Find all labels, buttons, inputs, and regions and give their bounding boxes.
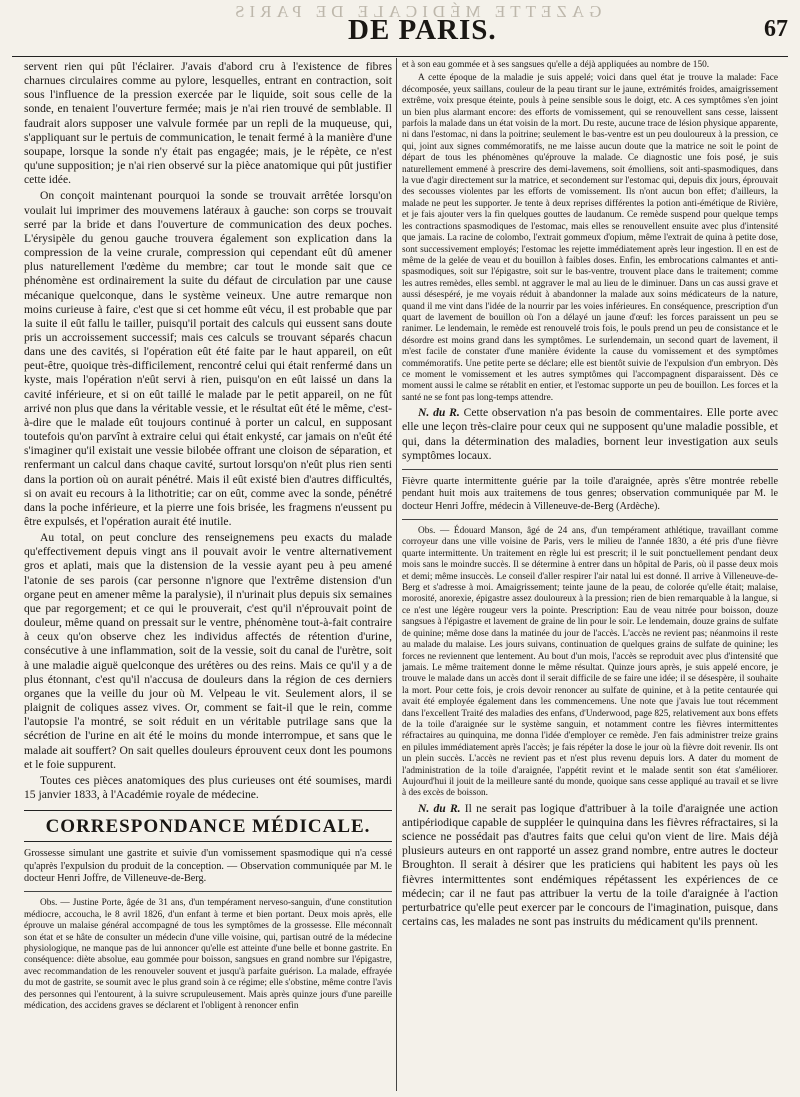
article-subtitle-2: Fièvre quarte intermittente guérie par la toile d'araignée, après s'être montrée rebelle pendant huit mois aux traitemens de tous genres; observation communiquée par M. le docteur Henri Joffre, médecin à Villeneuve-de-Berg (Ardèche). (402, 475, 778, 512)
paragraph-total: Au total, on peut conclure des renseignemens peu exacts du malade qu'effectivement depuis vingt ans il pouvait avoir le ventre alternativement gros et aplati, mais que la distension de la vessie ayant peu à peu amené l'atonie de ses parois (car personne n'ignore que l'extrême distension d'un organe peut en amener même la paralysie), il n'urinait plus depuis six semaines que par regorgement; et ce qui le prouverait, c'est qu'il n'éprouvait point de douleur, même quand on pressait sur le ventre, phénomène tout-à-fait contraire à ceux qu'on observe chez les individus affectés de rétention d'urine, consécutive à une inflammation, soit de la vessie, soit du canal de l'urètre, soit à une maladie aiguë quelconque des urétères ou des reins. Mais ce qu'il y a de plus étonnant, c'est qu'il n'accusa de douleurs dans la région de ces derniers organes que la veille du jour où M. Velpeau le vit. Seulement alors, il se plaignit de coliques assez vives. Or, comment se fait-il que le rein, comme l'autopsie l'a montré, se soit réduit en un véritable putrilage sans que la sécrétion de l'urine en ait été le moins du monde interrompue, et sans que le malade ait souffert? On sait quelles douleurs éprouvent ceux dont les poumons et le foie suppurent. (24, 531, 392, 771)
observation-body: A cette époque de la maladie je suis appelé; voici dans quel état je trouve la malade: Face décomposée, yeux saillans, couleur de la peau tirant sur le jaune, extrémités froides, amaigrissement extrême, voix presque éteinte, pouls à peine sensible sous le doigt, etc. A ces symptômes s'en joint un bien plus alarmant encore: des efforts de vomissement, qui se renouvellent sans cesse, laissent parfois la malade dans un état voisin de la mort. Du reste, aucune trace de lésion physique apparente, ni dans l'estomac, ni dans la poitrine; seulement le bas-ventre est un peu douloureux à la pression, ce qui, joint aux signes commémoratifs, ne me laisse aucun doute que la matrice ne soit le point de départ de tous les phénomènes qu'éprouve la malade. Ce diagnostic une fois posé, je suis naturellement emmené à prescrire des demi-lavemens, soit émolliens, soit anti-spasmodiques, dans la vue d'agir directement sur la matrice, et secondement sur l'estomac qui, depuis dix jours, éprouvait des secousses violentes par les efforts de vomissement. Ils n'ont aucun bon effet; d'ailleurs, la malade ne peut les supporter. Je tente à deux reprises différentes la potion anti-émétique de Rivière, et je fais ajouter vers la fin quelques gouttes de laudanum. Ce remède suspend pour quelque temps les contractions spasmodiques de l'estomac, mais elles se renouvellent ensuite avec plus d'intensité que jamais. La racine de colombo, l'extrait gommeux d'opium, même l'extrait de quina à petite dose, sont successivement employés; l'estomac les rejette immédiatement après leur ingestion. Il en est de même de la gelée de veau et du bouillon à faibles doses. Enfin, les embrocations calmantes et anti-spasmodiques, soit sur l'épigastre, soit sur le bas-ventre, trouvent place dans le traitement; comme les autres remèdes, elles sembl. nt aggraver le mal au lieu de le diminuer. Dans un cas aussi grave et aussi désespéré, je me voyais réduit à abandonner la malade aux soins médicateurs de la nature, quand il me vint dans l'idée de la nourrir par les voies inférieures. En conséquence, prescription d'un quart de lavement de bouillon où l'on a délayé un jaune d'œuf: les forces paraissent un peu se ranimer. Le lendemain, le remède est renouvelé trois fois, le pouls prend un peu de consistance et le désordre est moins grand dans les symptômes. Le surlendemain, un second quart de lavement, il m'est facile de constater d'une manière évidente la cause du vomissement et des symptômes commémoratifs. Une petite perte se déclare; elle est bientôt suivie de l'expulsion d'un embryon. Dès ce moment le vomissement et les autres symptômes qui l'accompagnent disparaissent. Dès ce moment aussi le calme se rétablit en entier, et l'estomac supporte un peu de bouillon. Les forces et la santé ne se font pas long-temps attendre. (402, 73, 778, 403)
editor-note-1-text: Cette observation n'a pas besoin de commentaires. Elle porte avec elle une leçon très-claire pour ceux qui ne supposent qu'une maladie possible, et qui, dans la détermination des maladies, bornent leur investigation aux seuls symptômes locaux. (402, 406, 778, 462)
left-column (24, 60, 392, 1091)
editor-note-2-lead: N. du R. (418, 801, 461, 815)
observation-continued: et à son eau gommée et à ses sangsues qu'elle a déjà appliquées au nombre de 150. (402, 60, 710, 70)
page-header (0, 0, 800, 52)
paragraph-academie: Toutes ces pièces anatomiques des plus curieuses ont été soumises, mardi 15 janvier 1833, à l'Académie royale de médecine. (24, 773, 392, 801)
subtitle-rule-2 (402, 519, 778, 520)
page-number: 67 (764, 16, 788, 42)
paragraph-continued: servent rien qui pût l'éclairer. J'avais d'abord cru à l'existence de fibres charnues circulaires comme au pylore, lesquelles, entrant en contraction, soit sous l'influence de la pression exercée par le liquide, soit sous celle de la sonde, en tenaient l'ouverture fermée; mais je n'ai rien trouvé de semblable. Il faudrait alors supposer une valvule formée par un repli de la muqueuse, qui, s'appliquant sur le pertuis de communication, le tenait fermé à la manière d'une soupape, lorsque la sonde n'y était pas engagée; mais, je le répète, ce n'est qu'une supposition; je n'ai rien observé sur la pièce anatomique qui pût justifier cette idée. (24, 60, 392, 187)
observation-manson: Obs. — Édouard Manson, âgé de 24 ans, d'un tempérament athlétique, travaillant comme corroyeur dans une ville voisine de Paris, vers le milieu de l'année 1830, a été pris d'une fièvre quarte intermittente. Un traitement en règle lui est prescrit; il le suit ponctuellement pendant deux mois sans le moindre succès. Il se détermine à entrer dans un hôpital de Paris, où il passe deux mois et demi; même insuccès. Le conseil d'aller respirer l'air natal lui est donné. Il arrive à Villeneuve-de-Berg et s'adresse à moi. Amaigrissement; teinte jaune de la peau, de colorée qu'elle était; malaise, morosité, anorexie, épigastre assez douloureux à la pression; rien de bien remarquable à la langue, si ce n'est une légère rougeur vers la pointe. Prescription: Eau de veau nitrée pour boisson, douze sangsues à l'épigastre et lavement de graine de lin pour le soir. Le lendemain, douze grains de sulfate de quinine; même dose dans la matinée du jour de l'accès. L'accès ne revient pas; néanmoins il reste au malade du malaise. Les jours suivans, continuation de quelques grains de sulfate de quinine; les forces ne reviennent que lentement. Au bout d'un mois, l'accès se reproduit avec plus d'intensité que jamais. Le même traitement donne le même résultat. Quinze jours après, je suis appelé encore, je trouve le malade dans un accès dont il serait difficile de se faire une idée; il se désespère, il souhaite la mort. Pour cette fois, je crois devoir renoncer au sulfate de quinine, et à la petite centaurée qui avait été employée également dans les commencemens. Une note que j'avais lue tout récemment dans l'excellent Traité des maladies des enfans, d'Underwood, page 825, relativement aux bons effets de la toile d'araignée sur le système sanguin, et notamment contre les fièvres intermittentes réfractaires au quinquina, me donna l'idée d'employer ce remède. J'en fais administrer treize grains en pilules immédiatement après l'accès; je fais répéter la dose le jour où la fièvre doit revenir. Ils ont un plein succès. L'accès ne revient pas et n'est plus revenu depuis lors. A dater du moment de l'administration de la toile d'araignée, l'appétit revint et le malade sentit son état s'améliorer. Aujourd'hui il jouit de la meilleure santé du monde, quoique sans cesse appliqué au travail et se livre à des excès de boisson. (402, 526, 778, 799)
editor-note-2-text: Il ne serait pas logique d'attribuer à la toile d'araignée une action antipériodique capable de suppléer le quinquina dans les fièvres réfractaires, si la science ne possédait pas d'autres faits que celui qu'on vient de lire. Mais déjà plusieurs auteurs en ont rapporté un assez grand nombre, entre autres le docteur Broughton. Il serait à désirer que les praticiens qui habitent les pays où les fièvres intermittentes sont endémiques répétassent les expériences de ce médecin; car il ne faut pas attribuer la vertu de la toile d'araignée à l'action perturbatrice qu'elle peut exercer par le concours de l'imagination, puisque, dans certains cas, les malades ne sont pas instruits du médicament qu'ils prennent. (402, 801, 778, 929)
article-subtitle: Grossesse simulant une gastrite et suivie d'un vomissement spasmodique qui n'a cessé qu'après l'expulsion du produit de la conception. — Observation communiquée par M. le docteur Henri Joffre, de Villeneuve-de-Berg. (24, 848, 392, 884)
show-through-masthead: GAZETTE MÉDICALE DE PARIS (230, 2, 602, 21)
editor-note-1-lead: N. du R. (418, 406, 460, 420)
section-title: CORRESPONDANCE MÉDICALE. (24, 810, 392, 842)
editor-note-2 (402, 802, 778, 929)
editor-note-1 (402, 406, 778, 463)
header-rule (12, 56, 788, 57)
subtitle-rule (24, 891, 392, 892)
masthead-title: DE PARIS. (348, 14, 497, 46)
observation-porte: Obs. — Justine Porte, âgée de 31 ans, d'un tempérament nerveso-sanguin, d'une constitution médiocre, accoucha, le 8 avril 1826, d'un enfant à terme et bien portant. Deux mois après, elle éprouve un malaise général accompagné de tous les symptômes de la grossesse. Elle méconnaît son état et se hâte de consulter un médecin d'une ville voisine, qui, partisan outré de la médecine physiologique, ne manque pas de lui annoncer qu'elle est atteinte d'une belle et bonne gastrite. En conséquence: diète absolue, eau gommée pour boisson, sangsues en grand nombre sur l'épigastre, avec recommandation de les renouveler souvent et jusqu'à parfaite guérison. La malade, effrayée du mot de gastrite, se soumit avec le plus grand soin à ce régime; elle s'obstine, même contre l'avis des personnes qui l'entourent, à la suivre scrupuleusement. Mais après quinze jours d'une pareille médication, des accidens graves se déclarent et l'obligent à renoncer enfin (24, 898, 392, 1011)
article-rule (402, 469, 778, 470)
paragraph-sonde: On conçoit maintenant pourquoi la sonde se trouvait arrêtée lorsqu'on voulait lui imprimer des mouvemens latéraux à gauche: son corps se trouvait serré par la bride et dans l'ouverture de communication des deux poches. L'érysipèle du genou gauche trouvera également son explication dans la compression de la veine crurale, compression qui cependant eût dû amener plus naturellement l'œdème du membre; car tout le monde sait que ce phénomène est ordinairement la suite du défaut de circulation par une cause mécanique quelconque, dans le système veineux. Une autre remarque non moins curieuse à faire, c'est que si cet homme eût vécu, il est probable que par la suite il eût fallu le tailler, puisqu'il portait des calculs qui eussent sans doute pris un accroissement successif; mais ces calculs se trouvant séparés chacun dans une des cavités, si l'opération eût été faite par le haut appareil, on eût peut-être, quoique très-difficilement, rencontré celui qui était renfermé dans un kyste, mais l'opération n'eût servi à rien, puisqu'on en eût laissé un dans la cavité inférieure, et si on eût taillé le malade par le petit appareil, on ne fût arrivé non plus que dans la véritable vessie, et le résultat eût été le même, c'est-à-dire que le malade eût toujours continué à porter un calcul, en supposant toutefois qu'on parvînt à extraire celui qui était enkysté, car jamais on n'eût été s'imaginer qu'il existait une vessie bilobée offrant une cloison de séparation, et renfermant un calcul dans chaque cavité, surtout lorsqu'on n'eût plus rien senti dans la portion où on aurait pénétré. Mais il eût existé bien d'autres difficultés, si on avait eu recours à la lithotritie; car on eût, comme avec la sonde, pénétré dans la poche inférieure, et la pierre une fois brisée, les fragmens n'eussent pu être expulsés, et l'opération aurait été inutile. (24, 189, 392, 528)
column-divider (396, 58, 397, 1091)
right-column (402, 60, 778, 1091)
